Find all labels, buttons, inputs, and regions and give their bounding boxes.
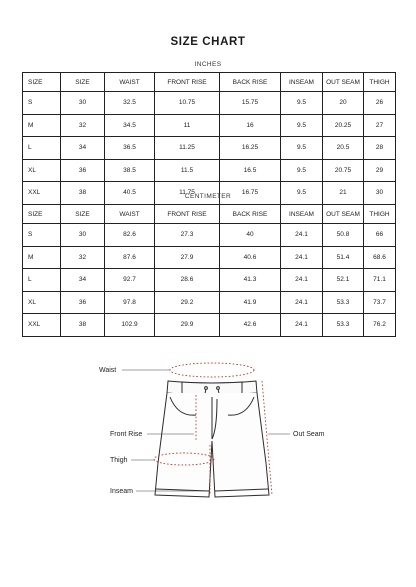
- table-cell: M: [23, 114, 61, 137]
- table-cell: 36: [61, 159, 105, 182]
- table-cell: 24.1: [281, 269, 323, 292]
- table-cell: 52.1: [323, 269, 364, 292]
- shorts-illustration: [155, 381, 269, 497]
- column-header: OUT SEAM: [323, 73, 364, 92]
- inches-table-label: INCHES: [194, 61, 222, 68]
- table-cell: 34.5: [105, 114, 155, 137]
- table-cell: S: [23, 224, 61, 247]
- table-row: [23, 224, 396, 247]
- table-cell: 30: [61, 224, 105, 247]
- table-cell: 40.5: [105, 182, 155, 205]
- table-cell: 38: [61, 182, 105, 205]
- table-cell: 38.5: [105, 159, 155, 182]
- table-row: [23, 291, 396, 314]
- table-cell: 26: [364, 92, 396, 115]
- column-header: BACK RISE: [220, 205, 281, 224]
- out-seam-label: Out Seam: [293, 431, 325, 438]
- table-cell: 34: [61, 269, 105, 292]
- table-cell: 102.9: [105, 314, 155, 337]
- thigh-label: Thigh: [110, 457, 128, 464]
- table-cell: 16.25: [220, 137, 281, 160]
- table-header-row: [23, 73, 396, 92]
- column-header: FRONT RISE: [155, 205, 220, 224]
- table-cell: XXL: [23, 314, 61, 337]
- column-header: BACK RISE: [220, 73, 281, 92]
- table-cell: 40.6: [220, 246, 281, 269]
- table-cell: 29: [364, 159, 396, 182]
- table-row: [23, 114, 396, 137]
- table-cell: 73.7: [364, 291, 396, 314]
- table-cell: 24.1: [281, 224, 323, 247]
- column-header: FRONT RISE: [155, 73, 220, 92]
- table-cell: 11.5: [155, 159, 220, 182]
- table-cell: 27: [364, 114, 396, 137]
- table-cell: L: [23, 269, 61, 292]
- table-cell: 51.4: [323, 246, 364, 269]
- table-cell: 87.6: [105, 246, 155, 269]
- table-row: [23, 269, 396, 292]
- table-cell: 36.5: [105, 137, 155, 160]
- inches-size-table: [22, 72, 396, 205]
- table-cell: 16.75: [220, 182, 281, 205]
- table-cell: 9.5: [281, 92, 323, 115]
- column-header: INSEAM: [281, 205, 323, 224]
- table-cell: XL: [23, 159, 61, 182]
- column-header: INSEAM: [281, 73, 323, 92]
- table-row: [23, 314, 396, 337]
- table-cell: 30: [61, 92, 105, 115]
- centimeter-size-table: [22, 204, 396, 337]
- table-cell: 15.75: [220, 92, 281, 115]
- column-header: SIZE: [61, 73, 105, 92]
- table-cell: 66: [364, 224, 396, 247]
- table-cell: 20.5: [323, 137, 364, 160]
- page-title: SIZE CHART: [170, 36, 246, 48]
- table-cell: 16: [220, 114, 281, 137]
- table-cell: 53.3: [323, 291, 364, 314]
- column-header: SIZE: [23, 205, 61, 224]
- table-cell: 41.9: [220, 291, 281, 314]
- shorts-measurement-diagram: [0, 345, 416, 505]
- table-cell: XXL: [23, 182, 61, 205]
- table-header-row: [23, 205, 396, 224]
- table-cell: 21: [323, 182, 364, 205]
- centimeter-table-label: CENTIMETER: [184, 193, 232, 200]
- table-cell: 27.9: [155, 246, 220, 269]
- table-cell: 92.7: [105, 269, 155, 292]
- table-cell: 9.5: [281, 137, 323, 160]
- table-cell: S: [23, 92, 61, 115]
- table-cell: 76.2: [364, 314, 396, 337]
- table-cell: 29.9: [155, 314, 220, 337]
- table-cell: 30: [364, 182, 396, 205]
- waist-measure-line: [170, 363, 254, 377]
- column-header: OUT SEAM: [323, 205, 364, 224]
- table-cell: 97.8: [105, 291, 155, 314]
- table-cell: 68.6: [364, 246, 396, 269]
- table-row: [23, 246, 396, 269]
- table-cell: 9.5: [281, 182, 323, 205]
- column-header: WAIST: [105, 73, 155, 92]
- table-cell: 42.6: [220, 314, 281, 337]
- table-cell: 28: [364, 137, 396, 160]
- table-cell: 9.5: [281, 159, 323, 182]
- table-cell: 9.5: [281, 114, 323, 137]
- column-header: WAIST: [105, 205, 155, 224]
- table-row: [23, 159, 396, 182]
- table-cell: 50.8: [323, 224, 364, 247]
- table-cell: 24.1: [281, 246, 323, 269]
- table-cell: 34: [61, 137, 105, 160]
- column-header: SIZE: [61, 205, 105, 224]
- table-cell: 24.1: [281, 291, 323, 314]
- table-cell: M: [23, 246, 61, 269]
- inseam-label: Inseam: [110, 488, 133, 495]
- table-cell: 71.1: [364, 269, 396, 292]
- table-cell: 40: [220, 224, 281, 247]
- table-cell: 24.1: [281, 314, 323, 337]
- table-cell: 36: [61, 291, 105, 314]
- table-cell: 27.3: [155, 224, 220, 247]
- table-cell: 53.3: [323, 314, 364, 337]
- table-cell: 11: [155, 114, 220, 137]
- column-header: SIZE: [23, 73, 61, 92]
- table-row: [23, 92, 396, 115]
- table-cell: L: [23, 137, 61, 160]
- table-cell: 28.6: [155, 269, 220, 292]
- table-cell: 16.5: [220, 159, 281, 182]
- table-cell: 20: [323, 92, 364, 115]
- table-row: [23, 137, 396, 160]
- table-cell: 20.75: [323, 159, 364, 182]
- table-cell: 32: [61, 114, 105, 137]
- column-header: THIGH: [364, 73, 396, 92]
- table-cell: 10.75: [155, 92, 220, 115]
- table-cell: 20.25: [323, 114, 364, 137]
- waist-label: Waist: [99, 367, 117, 374]
- table-cell: XL: [23, 291, 61, 314]
- table-cell: 11.25: [155, 137, 220, 160]
- column-header: THIGH: [364, 205, 396, 224]
- table-cell: 41.3: [220, 269, 281, 292]
- front-rise-label: Front Rise: [110, 431, 143, 438]
- table-cell: 11.75: [155, 182, 220, 205]
- table-cell: 38: [61, 314, 105, 337]
- table-cell: 32.5: [105, 92, 155, 115]
- table-cell: 82.6: [105, 224, 155, 247]
- table-cell: 29.2: [155, 291, 220, 314]
- table-cell: 32: [61, 246, 105, 269]
